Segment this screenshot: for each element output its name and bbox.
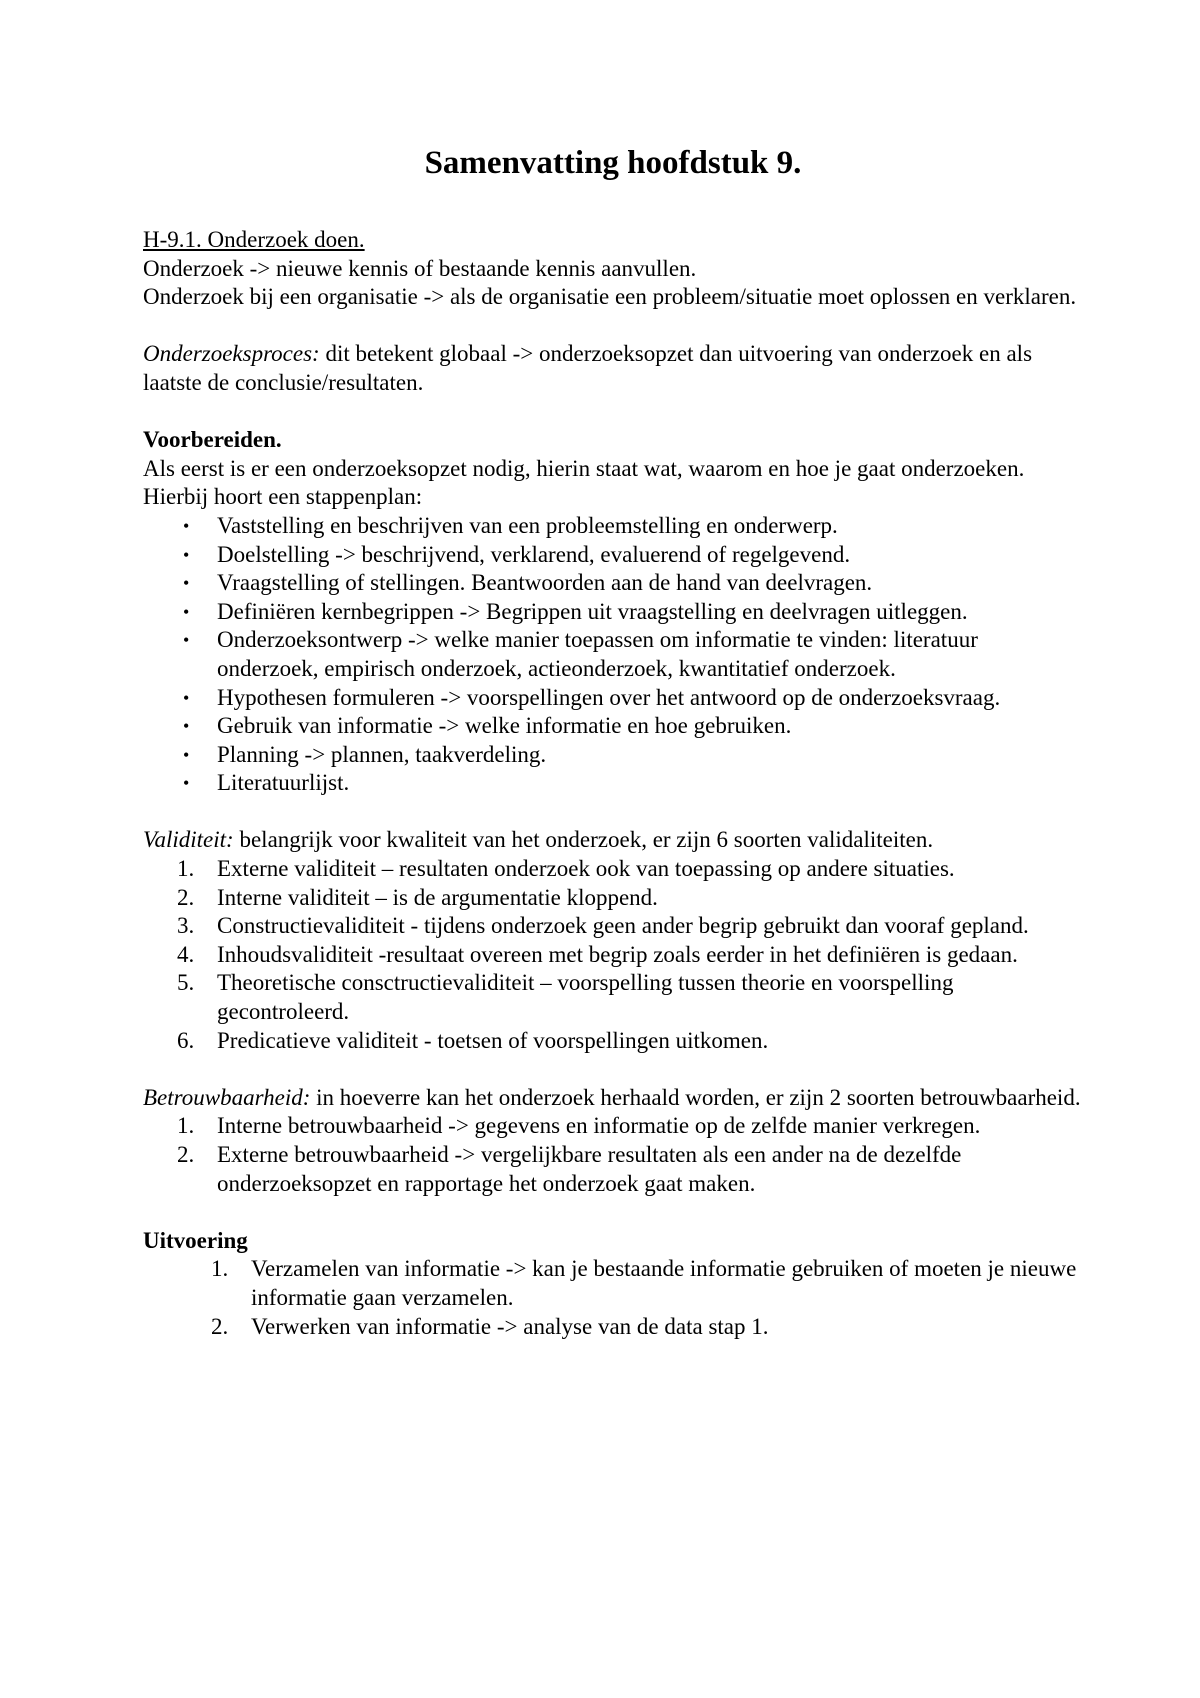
text-validiteit: belangrijk voor kwaliteit van het onderzoek, er zijn 6 soorten validaliteiten. <box>233 827 934 853</box>
list-item <box>143 1255 1083 1312</box>
spacer <box>143 398 1083 427</box>
list-item-text: Externe validiteit – resultaten onderzoek ook van toepassing op andere situaties. <box>217 856 955 882</box>
paragraph-betrouwbaarheid <box>143 1084 1083 1113</box>
document-title: Samenvatting hoofdstuk 9. <box>424 145 802 181</box>
list-item-text: Theoretische consctructievaliditeit – voorspelling tussen theorie en voorspelling gecontroleerd. <box>217 970 954 1025</box>
list-item <box>143 1313 1083 1342</box>
spacer <box>143 1055 1083 1084</box>
list-item-text: Verwerken van informatie -> analyse van de data stap 1. <box>251 1313 769 1339</box>
list-item-text: Vaststelling en beschrijven van een probleemstelling en onderwerp. <box>217 512 838 538</box>
number-marker: 2. <box>177 1142 195 1167</box>
bullet-marker: • <box>183 544 190 565</box>
term-onderzoeksproces: Onderzoeksproces: <box>143 341 320 367</box>
list-item-text: Gebruik van informatie -> welke informatie en hoe gebruiken. <box>217 713 792 739</box>
text-betrouwbaarheid: in hoeverre kan het onderzoek herhaald worden, er zijn 2 soorten betrouwbaarheid. <box>310 1084 1081 1110</box>
list-item <box>143 912 1083 941</box>
list-item <box>143 1027 1083 1056</box>
paragraph-validiteit <box>143 826 1083 855</box>
validiteit-list <box>143 855 1083 1055</box>
number-marker: 2. <box>177 884 195 910</box>
term-validiteit: Validiteit: <box>143 827 234 853</box>
list-item-text: Literatuurlijst. <box>217 770 350 796</box>
list-item <box>143 969 1083 1026</box>
list-item-text: Hypothesen formuleren -> voorspellingen over het antwoord op de onderzoeksvraag. <box>217 684 1001 710</box>
list-item <box>143 512 1083 541</box>
number-marker: 6. <box>177 1027 195 1053</box>
section-heading-voorbereiden: Voorbereiden. <box>143 427 282 453</box>
list-item <box>143 941 1083 970</box>
list-item <box>143 741 1083 770</box>
number-marker: 2. <box>211 1313 229 1339</box>
list-item <box>143 598 1083 627</box>
bullet-marker: • <box>183 515 190 536</box>
paragraph-organisatie: Onderzoek bij een organisatie -> als de organisatie een probleem/situatie moet oplossen en verklaren. <box>143 284 1077 310</box>
list-item <box>143 855 1083 884</box>
number-marker: 1. <box>211 1256 229 1282</box>
number-marker: 4. <box>177 941 195 967</box>
list-item-text: Interne betrouwbaarheid -> gegevens en informatie op de zelfde manier verkregen. <box>217 1113 981 1139</box>
list-item-text: Planning -> plannen, taakverdeling. <box>217 741 547 767</box>
list-item <box>143 626 1083 683</box>
term-betrouwbaarheid: Betrouwbaarheid: <box>143 1084 311 1110</box>
list-item <box>143 1112 1083 1141</box>
section-heading-uitvoering: Uitvoering <box>143 1227 248 1253</box>
list-item <box>143 884 1083 913</box>
spacer <box>143 312 1083 341</box>
document-page <box>143 143 1083 1341</box>
bullet-marker: • <box>183 716 190 737</box>
bullet-marker: • <box>183 744 190 765</box>
list-item-text: Doelstelling -> beschrijvend, verklarend, evaluerend of regelgevend. <box>217 541 851 567</box>
list-item-text: Verzamelen van informatie -> kan je bestaande informatie gebruiken of moeten je nieuwe informatie gaan verzamelen. <box>251 1256 1077 1310</box>
list-item <box>143 769 1083 798</box>
text-onderzoeksproces: dit betekent globaal -> onderzoeksopzet dan uitvoering van onderzoek en als laatste de conclusie/resultaten. <box>143 341 1033 395</box>
section-heading-9-1: H-9.1. Onderzoek doen. <box>143 227 365 252</box>
paragraph-onderzoeksproces <box>143 340 1083 397</box>
number-marker: 3. <box>177 913 195 939</box>
bullet-marker: • <box>183 573 190 594</box>
bullet-marker: • <box>183 773 190 794</box>
number-marker: 1. <box>177 1113 195 1139</box>
list-item-text: Vraagstelling of stellingen. Beantwoorden aan de hand van deelvragen. <box>217 570 873 596</box>
list-item <box>143 1141 1083 1198</box>
list-item <box>143 569 1083 598</box>
paragraph-voorbereiden-intro: Als eerst is er een onderzoeksopzet nodig, hierin staat wat, waarom en hoe je gaat onderzoeken. Hierbij hoort een stappenplan: <box>143 455 1025 510</box>
number-marker: 5. <box>177 970 195 996</box>
list-item <box>143 712 1083 741</box>
list-item-text: Predicatieve validiteit - toetsen of voorspellingen uitkomen. <box>217 1027 769 1053</box>
list-item-text: Constructievaliditeit - tijdens onderzoek geen ander begrip gebruikt dan vooraf gepland. <box>217 913 1029 939</box>
list-item-text: Externe betrouwbaarheid -> vergelijkbare resultaten als een ander na de dezelfde onderzoeksopzet en rapportage het onderzoek gaat maken. <box>217 1142 962 1196</box>
list-item-text: Interne validiteit – is de argumentatie kloppend. <box>217 884 658 910</box>
uitvoering-list <box>143 1255 1083 1341</box>
spacer <box>143 1198 1083 1227</box>
betrouwbaarheid-list <box>143 1112 1083 1198</box>
bullet-marker: • <box>183 687 190 708</box>
paragraph-onderzoek: Onderzoek -> nieuwe kennis of bestaande kennis aanvullen. <box>143 255 697 281</box>
list-item-text: Inhoudsvaliditeit -resultaat overeen met begrip zoals eerder in het definiëren is gedaan. <box>217 941 1018 967</box>
list-item-text: Onderzoeksontwerp -> welke manier toepassen om informatie te vinden: literatuur onderzoek, empirisch onderzoek, actieonderzoek, kwantitatief onderzoek. <box>217 627 978 681</box>
spacer <box>143 798 1083 827</box>
number-marker: 1. <box>177 856 195 882</box>
list-item <box>143 684 1083 713</box>
stappenplan-list <box>143 512 1083 798</box>
bullet-marker: • <box>183 630 190 651</box>
list-item <box>143 541 1083 570</box>
bullet-marker: • <box>183 601 190 622</box>
list-item-text: Definiëren kernbegrippen -> Begrippen uit vraagstelling en deelvragen uitleggen. <box>217 598 968 624</box>
